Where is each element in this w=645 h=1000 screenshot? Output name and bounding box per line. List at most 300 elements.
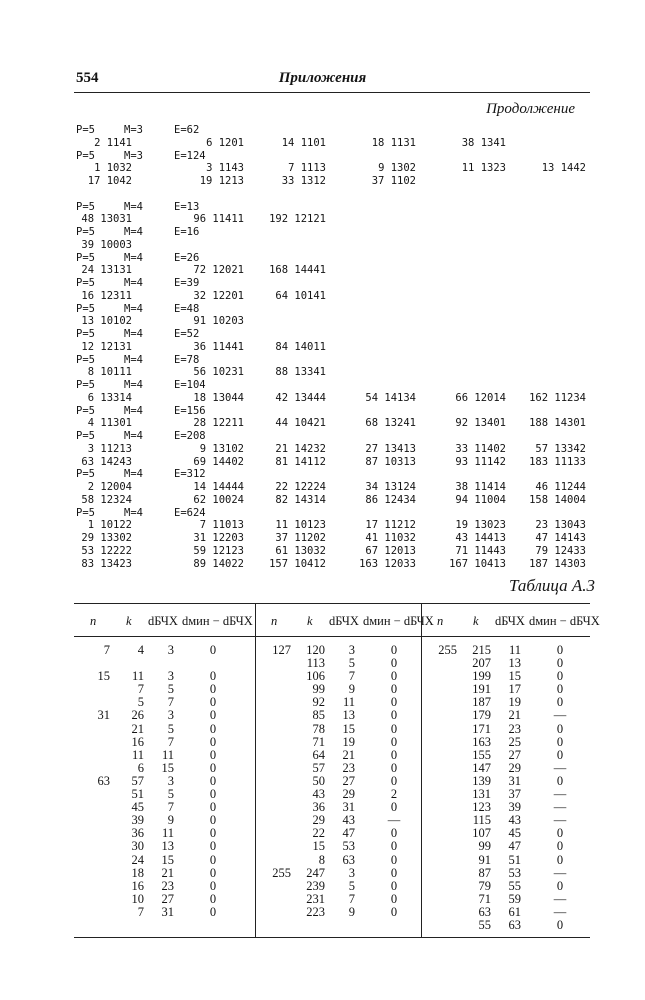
table-cell bbox=[263, 814, 291, 827]
listing-entry: 44 10421 bbox=[275, 417, 326, 430]
listing-entry: 9 1302 bbox=[378, 162, 416, 175]
table-cell: 61 bbox=[508, 904, 521, 919]
page-number: 554 bbox=[76, 70, 99, 86]
table-cell: 0 bbox=[209, 643, 217, 657]
table-cell: 19 bbox=[342, 734, 355, 749]
table-cell: 0 bbox=[556, 682, 564, 697]
listing-entry: 16 12311 bbox=[81, 289, 132, 302]
table-cell bbox=[263, 670, 291, 683]
table-cell: 36 bbox=[131, 826, 144, 841]
listing-entry: 68 13241 bbox=[365, 417, 416, 430]
listing-entry: 32 12201 bbox=[193, 289, 244, 302]
listing-entry: 167 10413 bbox=[449, 557, 506, 570]
listing-entry: 192 12121 bbox=[269, 213, 326, 226]
table-cell bbox=[429, 683, 457, 696]
header-rule bbox=[74, 92, 590, 93]
table-cell: 4 bbox=[137, 643, 144, 657]
listing-poly-line bbox=[76, 443, 596, 456]
listing-param: E=13 bbox=[174, 200, 200, 213]
listing-entry: 27 13413 bbox=[365, 442, 416, 455]
table-cell: 11 bbox=[161, 747, 174, 762]
table-cell: 18 bbox=[131, 865, 144, 880]
listing-param: E=16 bbox=[174, 226, 200, 238]
listing-entry: 48 13031 bbox=[81, 213, 132, 226]
listing-entry: 87 10313 bbox=[365, 455, 416, 468]
running-title: Приложения bbox=[278, 70, 367, 86]
diff-column bbox=[525, 644, 595, 932]
table-cell: 231 bbox=[306, 891, 325, 906]
table-cell: 0 bbox=[390, 643, 398, 657]
table-cell: 47 bbox=[508, 839, 521, 854]
table-cell: 0 bbox=[556, 643, 564, 657]
code-listing bbox=[76, 124, 596, 570]
table-header-n-column: n bbox=[271, 614, 278, 628]
table-cell: 51 bbox=[508, 852, 521, 867]
table-cell: 11 bbox=[508, 643, 521, 657]
listing-params-line bbox=[76, 354, 596, 367]
table-cell: 0 bbox=[390, 747, 398, 762]
listing-entry: 11 10123 bbox=[275, 519, 326, 532]
table-cell: 255 bbox=[438, 643, 457, 657]
table-cell: 120 bbox=[306, 643, 325, 657]
table-cell bbox=[82, 749, 110, 762]
listing-poly-line bbox=[76, 213, 596, 226]
listing-entry: 37 11202 bbox=[275, 532, 326, 544]
table-cell bbox=[263, 775, 291, 788]
listing-entry: 46 11244 bbox=[535, 481, 586, 493]
listing-entry: 31 12203 bbox=[193, 532, 244, 544]
table-cell: 43 bbox=[312, 787, 325, 802]
listing-entry: 88 13341 bbox=[275, 366, 326, 379]
listing-poly-line bbox=[76, 481, 596, 494]
n-column bbox=[263, 644, 291, 919]
table-cell: 29 bbox=[312, 813, 325, 828]
table-cell bbox=[263, 893, 291, 906]
listing-entry: 29 13302 bbox=[81, 532, 132, 544]
table-cell: 55 bbox=[508, 878, 521, 893]
table-cell: 0 bbox=[209, 734, 217, 749]
table-cell bbox=[263, 749, 291, 762]
table-cell: 57 bbox=[312, 760, 325, 775]
listing-entry: 3 11213 bbox=[87, 442, 132, 455]
table-cell: 21 bbox=[131, 721, 144, 736]
listing-entry: 162 11234 bbox=[529, 391, 586, 404]
listing-entry: 92 13401 bbox=[455, 417, 506, 430]
table-cell bbox=[263, 723, 291, 736]
listing-entry: 13 1442 bbox=[541, 162, 586, 175]
table-cell: 3 bbox=[167, 643, 174, 657]
table-cell: 0 bbox=[390, 891, 398, 906]
listing-entry: 36 11441 bbox=[193, 340, 244, 353]
table-cell: — bbox=[553, 760, 567, 775]
listing-poly-line bbox=[76, 264, 596, 277]
table-cell: 79 bbox=[478, 878, 491, 893]
listing-param: P=5 bbox=[76, 277, 95, 289]
listing-param: E=104 bbox=[174, 379, 206, 391]
table-cell: 91 bbox=[478, 852, 491, 867]
table-cell bbox=[263, 801, 291, 814]
table-cell: 106 bbox=[306, 669, 325, 684]
listing-poly-line bbox=[76, 366, 596, 379]
table-cell: 7 bbox=[348, 669, 355, 684]
table-cell: 7 bbox=[167, 695, 174, 710]
table-cell: — bbox=[553, 787, 567, 802]
listing-param: E=48 bbox=[174, 302, 200, 315]
listing-entry: 158 14004 bbox=[529, 493, 586, 506]
listing-entry: 37 1102 bbox=[371, 175, 416, 187]
listing-entry: 91 10203 bbox=[193, 315, 244, 328]
table-cell: 0 bbox=[390, 669, 398, 684]
table-cell bbox=[82, 854, 110, 867]
table-header-d-bch-column: dБЧХ bbox=[495, 614, 525, 628]
table-cell bbox=[82, 906, 110, 919]
table-cell bbox=[429, 709, 457, 722]
listing-param: M=4 bbox=[124, 226, 143, 238]
listing-param: P=5 bbox=[76, 468, 95, 481]
table-cell: — bbox=[553, 800, 567, 815]
listing-param: M=4 bbox=[124, 430, 143, 442]
table-cell: 0 bbox=[556, 852, 564, 867]
table-header-diff-column: dмин − dБЧХ bbox=[529, 614, 600, 628]
listing-param: E=208 bbox=[174, 430, 206, 442]
listing-entry: 56 10231 bbox=[193, 366, 244, 379]
table-cell: 21 bbox=[508, 708, 521, 723]
table-cell: 64 bbox=[312, 747, 325, 762]
table-cell bbox=[82, 801, 110, 814]
listing-param: M=4 bbox=[124, 468, 143, 481]
table-cell: 0 bbox=[209, 787, 217, 802]
table-cell: 63 bbox=[342, 852, 355, 867]
table-cell: 5 bbox=[348, 656, 355, 671]
table-cell: 15 bbox=[312, 839, 325, 854]
table-cell: 63 bbox=[508, 917, 521, 932]
listing-param: P=5 bbox=[76, 149, 95, 162]
table-cell: 113 bbox=[306, 656, 325, 671]
table-cell bbox=[263, 880, 291, 893]
listing-entry: 89 14022 bbox=[193, 557, 244, 570]
listing-param: M=4 bbox=[124, 302, 143, 315]
table-cell: 22 bbox=[312, 826, 325, 841]
listing-entry: 28 12211 bbox=[193, 417, 244, 430]
table-cell: 21 bbox=[342, 747, 355, 762]
listing-entry: 81 14112 bbox=[275, 455, 326, 468]
listing-poly-line bbox=[76, 315, 596, 328]
listing-param: E=156 bbox=[174, 404, 206, 417]
listing-entry: 59 12123 bbox=[193, 544, 244, 557]
table-cell bbox=[429, 827, 457, 840]
table-cell bbox=[263, 696, 291, 709]
table-cell: 0 bbox=[390, 773, 398, 788]
table-cell: 85 bbox=[312, 708, 325, 723]
table-cell bbox=[429, 906, 457, 919]
table-cell: 26 bbox=[131, 708, 144, 723]
table-cell: 0 bbox=[556, 878, 564, 893]
table-cell: 78 bbox=[312, 721, 325, 736]
listing-param: E=124 bbox=[174, 149, 206, 162]
listing-params-line bbox=[76, 277, 596, 290]
table-cell: 27 bbox=[161, 891, 174, 906]
d-bch-column bbox=[493, 644, 521, 932]
listing-poly-line bbox=[76, 239, 596, 252]
listing-poly-line bbox=[76, 558, 596, 571]
table-cell: 31 bbox=[342, 800, 355, 815]
diff-column bbox=[178, 644, 248, 919]
table-cell bbox=[82, 827, 110, 840]
table-cell: 53 bbox=[508, 865, 521, 880]
table-cell: — bbox=[553, 813, 567, 828]
table-cell: 0 bbox=[390, 904, 398, 919]
table-cell: 127 bbox=[272, 643, 291, 657]
table-cell: 6 bbox=[137, 760, 144, 775]
table-cell: 17 bbox=[508, 682, 521, 697]
listing-param: M=3 bbox=[124, 124, 143, 136]
table-cell: — bbox=[553, 708, 567, 723]
table-cell: 207 bbox=[472, 656, 491, 671]
listing-param: M=4 bbox=[124, 404, 143, 417]
table-cell: 31 bbox=[508, 773, 521, 788]
listing-entry: 34 13124 bbox=[365, 481, 416, 493]
listing-entry: 2 1141 bbox=[94, 136, 132, 149]
table-cell: 57 bbox=[131, 773, 144, 788]
listing-entry: 79 12433 bbox=[535, 544, 586, 557]
table-cell: 0 bbox=[390, 878, 398, 893]
table-cell: 47 bbox=[342, 826, 355, 841]
table-cell bbox=[82, 880, 110, 893]
diff-column bbox=[359, 644, 429, 919]
table-cell: 0 bbox=[556, 734, 564, 749]
table-cell: 0 bbox=[390, 695, 398, 710]
table-cell: 15 bbox=[342, 721, 355, 736]
listing-entry: 62 10024 bbox=[193, 493, 244, 506]
table-cell: 0 bbox=[390, 865, 398, 880]
table-cell: 7 bbox=[167, 734, 174, 749]
table-a3 bbox=[74, 603, 600, 938]
table-cell: 10 bbox=[131, 891, 144, 906]
table-cell: 36 bbox=[312, 800, 325, 815]
listing-entry: 33 1312 bbox=[281, 175, 326, 187]
listing-param: P=5 bbox=[76, 506, 95, 519]
table-cell: 0 bbox=[556, 656, 564, 671]
table-cell: 247 bbox=[306, 865, 325, 880]
listing-param: M=4 bbox=[124, 277, 143, 289]
table-cell: 45 bbox=[508, 826, 521, 841]
table-cell: 99 bbox=[312, 682, 325, 697]
listing-param: M=4 bbox=[124, 506, 143, 519]
table-cell: 43 bbox=[508, 813, 521, 828]
listing-entry: 4 11301 bbox=[87, 417, 132, 430]
table-cell: 0 bbox=[390, 826, 398, 841]
table-cell: — bbox=[387, 813, 401, 828]
listing-entry: 17 1042 bbox=[87, 175, 132, 187]
listing-poly-line bbox=[76, 456, 596, 469]
listing-entry: 12 12131 bbox=[81, 340, 132, 353]
table-cell: 55 bbox=[478, 917, 491, 932]
table-header-rule bbox=[74, 636, 590, 637]
listing-entry: 187 14303 bbox=[529, 557, 586, 570]
listing-params-line bbox=[76, 379, 596, 392]
table-cell: 0 bbox=[556, 826, 564, 841]
listing-entry: 6 13314 bbox=[87, 391, 132, 404]
table-cell: 30 bbox=[131, 839, 144, 854]
table-cell: 71 bbox=[478, 891, 491, 906]
listing-entry: 66 12014 bbox=[455, 391, 506, 404]
table-cell: 0 bbox=[209, 904, 217, 919]
table-cell: 0 bbox=[390, 708, 398, 723]
listing-poly-line bbox=[76, 417, 596, 430]
listing-entry: 86 12434 bbox=[365, 493, 416, 506]
listing-param: E=52 bbox=[174, 328, 200, 340]
table-cell: 8 bbox=[318, 852, 325, 867]
listing-entry: 53 12222 bbox=[81, 544, 132, 557]
listing-params-line bbox=[76, 201, 596, 214]
table-cell: 0 bbox=[209, 747, 217, 762]
listing-param: M=3 bbox=[124, 149, 143, 162]
table-cell: 163 bbox=[472, 734, 491, 749]
table-cell: 0 bbox=[390, 760, 398, 775]
listing-entry: 38 1341 bbox=[461, 136, 506, 149]
table-cell: 0 bbox=[556, 695, 564, 710]
table-cell: 2 bbox=[390, 787, 398, 802]
n-column bbox=[429, 644, 457, 919]
table-cell: 5 bbox=[167, 682, 174, 697]
table-cell: 29 bbox=[508, 760, 521, 775]
table-cell: 7 bbox=[137, 904, 144, 919]
listing-param: P=5 bbox=[76, 328, 95, 340]
table-cell: 11 bbox=[161, 826, 174, 841]
listing-entry: 24 13131 bbox=[81, 264, 132, 277]
listing-params-line bbox=[76, 124, 596, 137]
table-cell bbox=[82, 867, 110, 880]
table-cell bbox=[263, 906, 291, 919]
k-column bbox=[112, 644, 144, 919]
table-header-d-bch-column: dБЧХ bbox=[329, 614, 359, 628]
listing-entry: 83 13423 bbox=[81, 557, 132, 570]
table-caption: Таблица А.3 bbox=[509, 576, 595, 595]
listing-entry: 41 11032 bbox=[365, 532, 416, 544]
table-cell bbox=[82, 840, 110, 853]
table-header-d-bch-column: dБЧХ bbox=[148, 614, 178, 628]
table-cell: 23 bbox=[161, 878, 174, 893]
table-cell: 3 bbox=[348, 865, 355, 880]
listing-entry: 7 1113 bbox=[288, 162, 326, 175]
table-cell: 3 bbox=[167, 773, 174, 788]
table-cell: 0 bbox=[209, 839, 217, 854]
table-cell bbox=[429, 840, 457, 853]
table-cell: 155 bbox=[472, 747, 491, 762]
listing-param: P=5 bbox=[76, 302, 95, 315]
listing-poly-line bbox=[76, 545, 596, 558]
table-header-n-column: n bbox=[437, 614, 444, 628]
table-cell bbox=[429, 854, 457, 867]
listing-poly-line bbox=[76, 494, 596, 507]
table-cell bbox=[263, 736, 291, 749]
table-cell: 16 bbox=[131, 734, 144, 749]
table-cell bbox=[429, 867, 457, 880]
table-cell bbox=[82, 762, 110, 775]
table-cell: 15 bbox=[161, 760, 174, 775]
listing-param: P=5 bbox=[76, 404, 95, 417]
table-cell: 0 bbox=[556, 669, 564, 684]
listing-entry: 22 12224 bbox=[275, 481, 326, 493]
table-cell: 147 bbox=[472, 760, 491, 775]
table-cell: 13 bbox=[342, 708, 355, 723]
table-cell: 53 bbox=[342, 839, 355, 854]
listing-params-line bbox=[76, 150, 596, 163]
table-cell: 0 bbox=[209, 760, 217, 775]
table-cell: 31 bbox=[97, 708, 110, 723]
listing-entry: 2 12004 bbox=[87, 481, 132, 493]
table-cell: 255 bbox=[272, 865, 291, 880]
listing-entry: 17 11212 bbox=[365, 519, 416, 532]
table-cell: 0 bbox=[209, 708, 217, 723]
table-cell bbox=[429, 657, 457, 670]
listing-entry: 163 12033 bbox=[359, 557, 416, 570]
k-column bbox=[459, 644, 491, 932]
listing-param: M=4 bbox=[124, 379, 143, 391]
table-cell: 0 bbox=[556, 773, 564, 788]
listing-param: E=26 bbox=[174, 251, 200, 264]
table-cell: 0 bbox=[390, 800, 398, 815]
table-cell: 13 bbox=[508, 656, 521, 671]
table-cell: 115 bbox=[472, 813, 491, 828]
table-cell: 11 bbox=[131, 747, 144, 762]
listing-entry: 57 13342 bbox=[535, 442, 586, 455]
listing-entry: 82 14314 bbox=[275, 493, 326, 506]
listing-param: M=4 bbox=[124, 353, 143, 366]
table-cell: 27 bbox=[508, 747, 521, 762]
table-cell: 0 bbox=[556, 917, 564, 932]
table-cell: 9 bbox=[348, 904, 355, 919]
listing-entry: 14 14444 bbox=[193, 481, 244, 493]
table-header-n-column: n bbox=[90, 614, 97, 628]
listing-params-line bbox=[76, 328, 596, 341]
listing-entry: 43 14413 bbox=[455, 532, 506, 544]
table-cell: 63 bbox=[97, 773, 110, 788]
table-cell: 123 bbox=[472, 800, 491, 815]
listing-poly-line bbox=[76, 532, 596, 545]
table-cell: 0 bbox=[209, 878, 217, 893]
table-header-diff-column: dмин − dБЧХ bbox=[363, 614, 434, 628]
continuation-label: Продолжение bbox=[486, 101, 575, 117]
listing-entry: 69 14402 bbox=[193, 455, 244, 468]
listing-entry: 67 12013 bbox=[365, 544, 416, 557]
table-cell: 11 bbox=[342, 695, 355, 710]
table-cell bbox=[429, 736, 457, 749]
table-cell: 179 bbox=[472, 708, 491, 723]
table-cell: 0 bbox=[209, 721, 217, 736]
table-cell: 9 bbox=[348, 682, 355, 697]
listing-params-line bbox=[76, 430, 596, 443]
table-cell: 39 bbox=[508, 800, 521, 815]
table-cell: 21 bbox=[161, 865, 174, 880]
listing-params-line bbox=[76, 303, 596, 316]
table-cell bbox=[82, 736, 110, 749]
table-cell: 0 bbox=[390, 839, 398, 854]
listing-entry: 94 11004 bbox=[455, 493, 506, 506]
listing-poly-line bbox=[76, 175, 596, 188]
table-cell: 0 bbox=[390, 852, 398, 867]
listing-entry: 8 10111 bbox=[87, 366, 132, 379]
listing-poly-line bbox=[76, 162, 596, 175]
table-cell bbox=[429, 814, 457, 827]
table-header-k-column: k bbox=[473, 614, 479, 628]
table-cell: 0 bbox=[390, 721, 398, 736]
table-cell: 0 bbox=[209, 773, 217, 788]
table-cell: 171 bbox=[472, 721, 491, 736]
table-cell bbox=[82, 814, 110, 827]
table-cell: 45 bbox=[131, 800, 144, 815]
table-cell: 0 bbox=[390, 734, 398, 749]
